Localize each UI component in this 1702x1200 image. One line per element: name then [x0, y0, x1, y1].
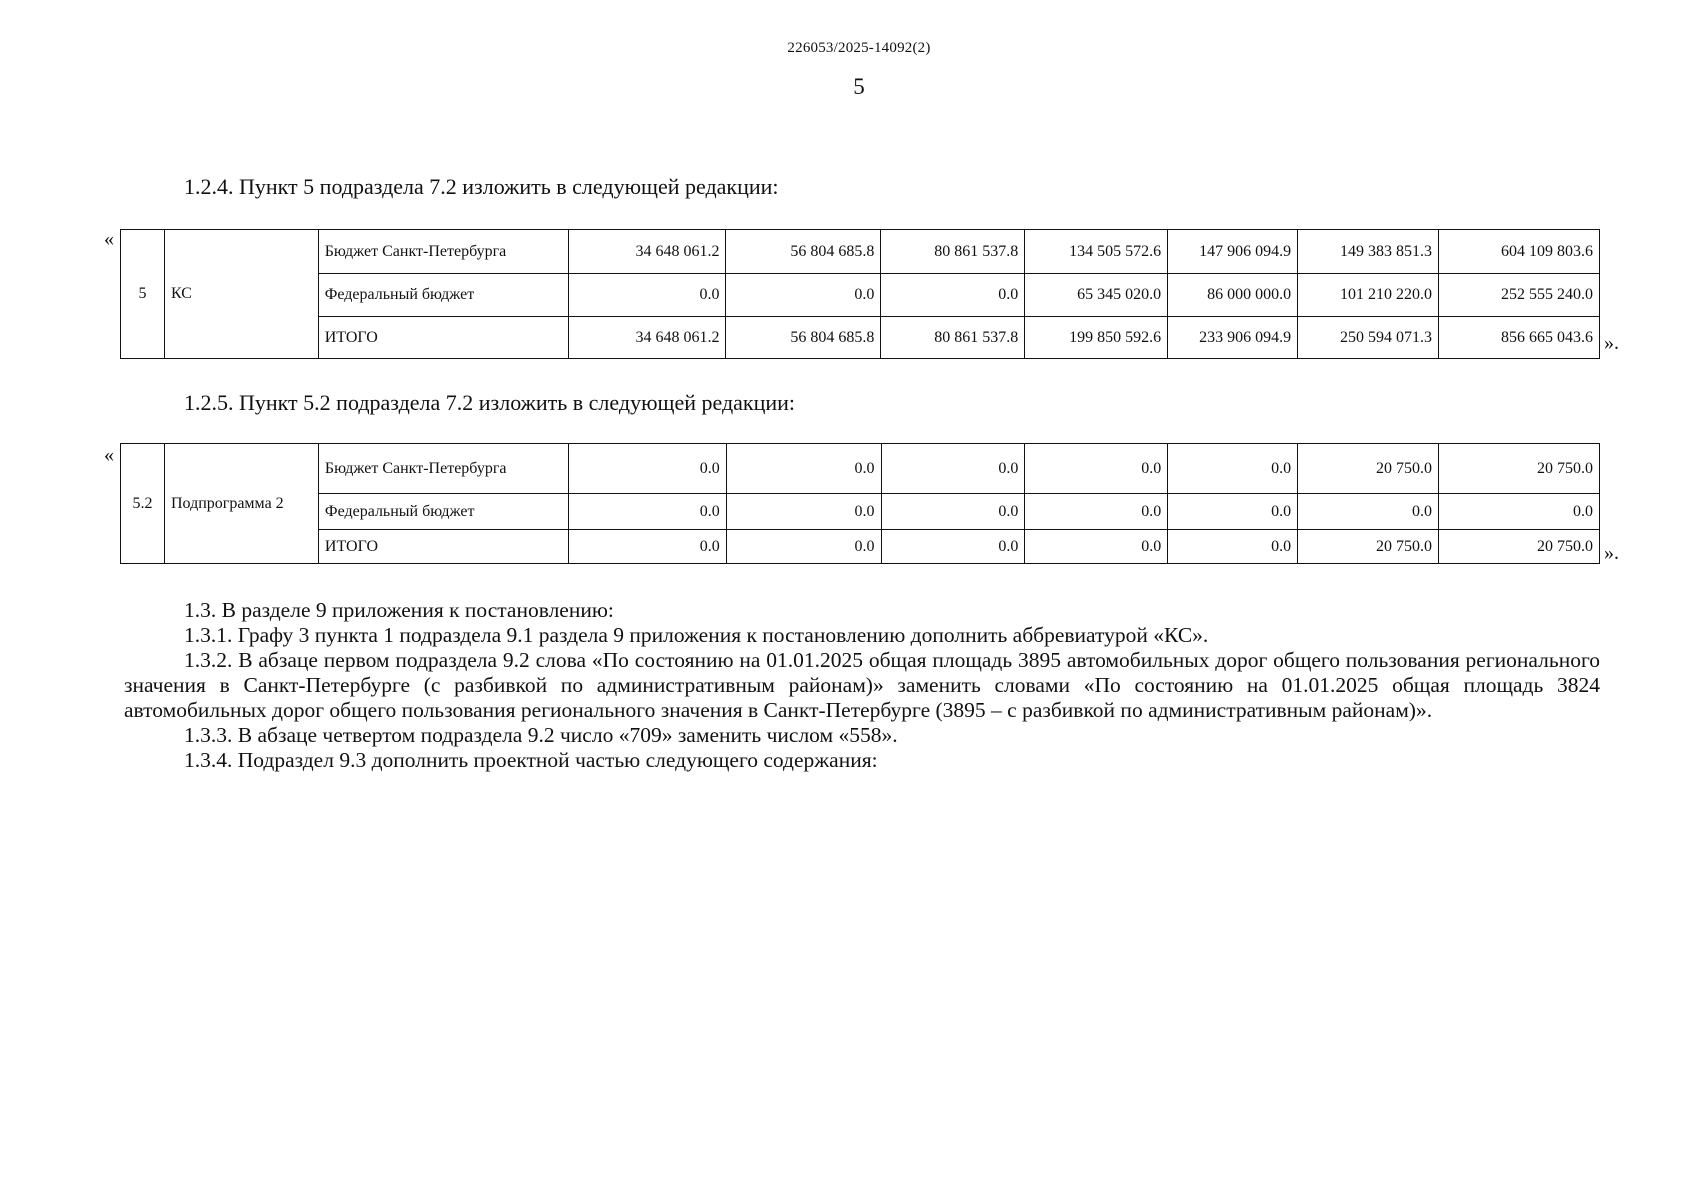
row-label: Бюджет Санкт-Петербурга — [318, 444, 568, 494]
item-index: 5 — [121, 230, 165, 359]
row-label: ИТОГО — [318, 317, 568, 359]
value-cell: 0.0 — [1168, 444, 1298, 494]
item-name: Подпрограмма 2 — [164, 444, 318, 564]
value-cell: 0.0 — [568, 494, 726, 530]
value-cell: 134 505 572.6 — [1025, 230, 1168, 274]
paragraph-1-3-4: 1.3.4. Подраздел 9.3 дополнить проектной частью следующего содержания: — [184, 748, 878, 772]
value-cell: 0.0 — [881, 494, 1025, 530]
closing-quote: ». — [1604, 542, 1619, 564]
value-cell: 0.0 — [881, 274, 1025, 317]
value-cell: 0.0 — [1025, 494, 1168, 530]
value-cell: 252 555 240.0 — [1439, 274, 1600, 317]
table-row — [121, 494, 1600, 530]
closing-quote: ». — [1604, 332, 1619, 354]
value-cell: 20 750.0 — [1298, 444, 1439, 494]
value-cell: 101 210 220.0 — [1298, 274, 1439, 317]
value-cell: 56 804 685.8 — [726, 317, 881, 359]
value-cell: 0.0 — [1439, 494, 1600, 530]
paragraph-1-3: 1.3. В разделе 9 приложения к постановлению: — [184, 598, 614, 622]
paragraph-1-3-2: 1.3.2. В абзаце первом подраздела 9.2 слова «По состоянию на 01.01.2025 общая площадь 3895 автомобильных дорог общего пользования регионального значения в Санкт-Петербурге (с разбивкой по административным районам)» заменить словами «По состоянию на 01.01.2025 общая площадь 3824 автомобильных дорог общего пользования регионального значения в Санкт-Петербурге (3895 – с разбивкой по административным районам)». — [124, 648, 1600, 722]
value-cell: 80 861 537.8 — [881, 230, 1025, 274]
item-index: 5.2 — [121, 444, 165, 564]
section-heading-1-2-5: 1.2.5. Пункт 5.2 подраздела 7.2 изложить в следующей редакции: — [184, 390, 796, 415]
value-cell: 20 750.0 — [1298, 530, 1439, 564]
value-cell: 147 906 094.9 — [1168, 230, 1298, 274]
paragraph-1-3-1: 1.3.1. Графу 3 пункта 1 подраздела 9.1 раздела 9 приложения к постановлению дополнить аббревиатурой «КС». — [184, 623, 1209, 647]
opening-quote: « — [104, 444, 114, 466]
body-text — [124, 598, 1600, 773]
value-cell: 0.0 — [726, 530, 881, 564]
value-cell: 65 345 020.0 — [1025, 274, 1168, 317]
page-number: 5 — [853, 74, 865, 99]
value-cell: 0.0 — [881, 530, 1025, 564]
table-row — [121, 530, 1600, 564]
table-row — [121, 317, 1600, 359]
value-cell: 604 109 803.6 — [1439, 230, 1600, 274]
opening-quote: « — [104, 228, 114, 250]
value-cell: 34 648 061.2 — [568, 230, 726, 274]
value-cell: 0.0 — [726, 274, 881, 317]
value-cell: 0.0 — [568, 274, 726, 317]
value-cell: 0.0 — [1025, 444, 1168, 494]
paragraph-1-3-3: 1.3.3. В абзаце четвертом подраздела 9.2 число «709» заменить числом «558». — [184, 723, 898, 747]
value-cell: 0.0 — [568, 444, 726, 494]
value-cell: 0.0 — [726, 494, 881, 530]
funding-table-item-5-2 — [120, 443, 1600, 564]
value-cell: 20 750.0 — [1439, 530, 1600, 564]
table-row — [121, 274, 1600, 317]
value-cell: 80 861 537.8 — [881, 317, 1025, 359]
row-label: ИТОГО — [318, 530, 568, 564]
value-cell: 34 648 061.2 — [568, 317, 726, 359]
value-cell: 233 906 094.9 — [1168, 317, 1298, 359]
row-label: Федеральный бюджет — [318, 274, 568, 317]
document-number: 226053/2025-14092(2) — [787, 40, 931, 56]
value-cell: 0.0 — [1025, 530, 1168, 564]
value-cell: 56 804 685.8 — [726, 230, 881, 274]
value-cell: 86 000 000.0 — [1168, 274, 1298, 317]
value-cell: 199 850 592.6 — [1025, 317, 1168, 359]
value-cell: 0.0 — [1168, 530, 1298, 564]
section-heading-1-2-4: 1.2.4. Пункт 5 подраздела 7.2 изложить в следующей редакции: — [184, 174, 779, 199]
value-cell: 149 383 851.3 — [1298, 230, 1439, 274]
value-cell: 0.0 — [881, 444, 1025, 494]
value-cell: 856 665 043.6 — [1439, 317, 1600, 359]
value-cell: 0.0 — [568, 530, 726, 564]
row-label: Федеральный бюджет — [318, 494, 568, 530]
value-cell: 20 750.0 — [1439, 444, 1600, 494]
value-cell: 0.0 — [1168, 494, 1298, 530]
value-cell: 250 594 071.3 — [1298, 317, 1439, 359]
value-cell: 0.0 — [1298, 494, 1439, 530]
table-row — [121, 230, 1600, 274]
value-cell: 0.0 — [726, 444, 881, 494]
row-label: Бюджет Санкт-Петербурга — [318, 230, 568, 274]
funding-table-item-5 — [120, 229, 1600, 359]
table-row — [121, 444, 1600, 494]
item-name: КС — [164, 230, 318, 359]
